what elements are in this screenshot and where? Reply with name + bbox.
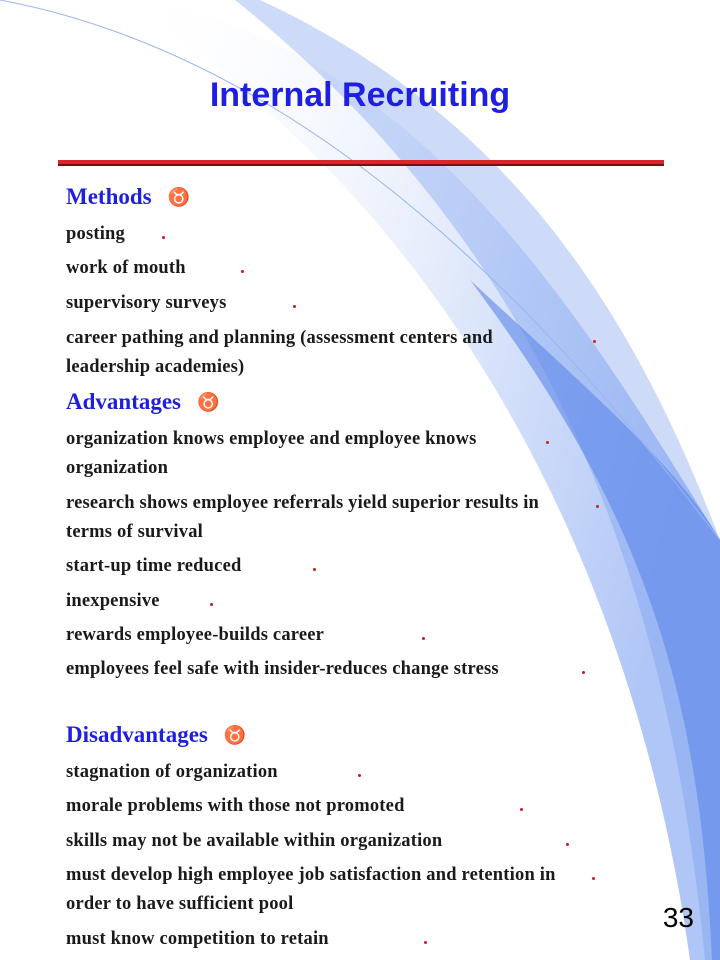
bullet-icon [422,637,425,640]
bullet-icon [241,270,244,273]
heading-symbol-icon: ♉ [223,725,247,745]
list-item: stagnation of organization [66,762,278,782]
list-item: inexpensive [66,591,160,611]
bullet-icon [424,941,427,944]
heading-symbol-icon: ♉ [197,392,220,412]
list-item: skills may not be available within organization [66,831,443,851]
bullet-icon [546,441,549,444]
heading-label: Advantages [66,389,182,414]
list-item: research shows employee referrals yield superior results in terms of survival [66,493,540,542]
bullet-icon [596,505,599,508]
list-item: employees feel safe with insider-reduces change stress [66,659,499,679]
list-item: work of mouth [66,258,186,278]
section-heading-advantages [66,389,219,415]
list-item: supervisory surveys [66,293,227,313]
list-item: organization knows employee and employee knows organization [66,429,477,478]
bullet-icon [358,774,361,777]
bullet-icon [593,340,596,343]
bullet-icon [592,877,595,880]
list-item: must know competition to retain [66,929,329,949]
bullet-icon [210,603,213,606]
heading-label: Disadvantages [66,722,208,747]
section-heading-methods [66,184,190,210]
bullet-icon [162,236,165,239]
heading-label: Methods [66,184,152,209]
list-item: must develop high employee job satisfaction and retention in order to have sufficient pool [66,865,556,914]
page-number: 33 [662,902,694,933]
bullet-icon [293,305,296,308]
list-item: posting [66,224,125,244]
bullet-icon [520,808,523,811]
bullet-icon [313,568,316,571]
slide-title: Internal Recruiting [209,76,511,114]
bullet-icon [566,843,569,846]
bullet-icon [582,671,585,674]
list-item: morale problems with those not promoted [66,796,405,816]
section-heading-disadvantages [66,722,246,748]
heading-symbol-icon: ♉ [167,187,191,207]
list-item: rewards employee-builds career [66,625,325,645]
list-item: start-up time reduced [66,556,242,576]
list-item: career pathing and planning (assessment centers and leadership academies) [66,328,493,377]
